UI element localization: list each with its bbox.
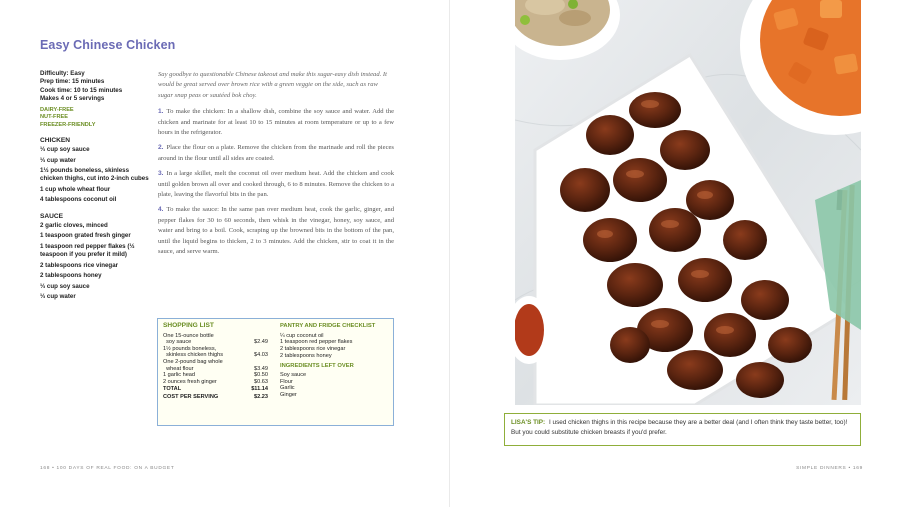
ingredient-item: ⅓ cup water [40, 293, 76, 301]
leftover-item: Garlic [280, 385, 295, 392]
recipe-instructions [158, 70, 394, 263]
step-number: 1. [158, 108, 164, 116]
left-page [0, 0, 450, 507]
ingredient-item: 1 teaspoon grated fresh ginger [40, 232, 131, 240]
leftover-heading: INGREDIENTS LEFT OVER [280, 363, 354, 370]
ingredients-heading-chicken: CHICKEN [40, 136, 71, 144]
shopping-price: $0.50 [254, 372, 268, 379]
recipe-step [158, 143, 394, 164]
shopping-list [163, 323, 268, 401]
shopping-row [163, 346, 268, 359]
shopping-price: $3.49 [254, 365, 268, 372]
shopping-price: $4.03 [254, 352, 268, 359]
shopping-row [163, 379, 268, 386]
pantry-checklist [280, 323, 390, 398]
recipe-step [158, 107, 394, 138]
leftover-item: Soy sauce [280, 371, 307, 378]
ingredient-item: 1 cup whole wheat flour [40, 185, 111, 193]
shopping-price: $2.49 [254, 339, 268, 346]
per-serving-label: COST PER SERVING [163, 393, 219, 400]
step-number: 2. [158, 144, 164, 152]
ingredient-item: 1 teaspoon red pepper flakes (½ teaspoon if you prefer it mild) [40, 242, 135, 259]
footer-left: 168 • 100 DAYS OF REAL FOOD: ON A BUDGET [40, 466, 175, 471]
diet-tag: FREEZER-FRIENDLY [40, 121, 96, 128]
pantry-item: ¼ cup coconut oil [280, 332, 324, 339]
ingredient-item: ⅓ cup water [40, 156, 76, 164]
step-text: Place the flour on a plate. Remove the chicken from the marinade and roll the pieces around in the flour until all sides are coated. [158, 144, 394, 162]
recipe-step [158, 169, 394, 200]
meta-difficulty: Difficulty: Easy [40, 70, 85, 77]
shopping-item: One 2-pound bag whole wheat flour [163, 358, 223, 372]
total-label: TOTAL [163, 386, 182, 393]
ingredient-item: 4 tablespoons coconut oil [40, 196, 117, 204]
meta-cook-time: Cook time: 10 to 15 minutes [40, 86, 123, 94]
ingredient-item: ⅓ cup soy sauce [40, 146, 90, 154]
shopping-list-heading: SHOPPING LIST [163, 322, 214, 329]
diet-tags [40, 107, 150, 129]
recipe-sidebar [40, 70, 150, 304]
ingredients-heading-sauce: SAUCE [40, 212, 64, 220]
shopping-list-box [157, 318, 394, 426]
ingredient-item: 2 tablespoons honey [40, 272, 102, 280]
pantry-item: 1 teaspoon red pepper flakes [280, 339, 353, 346]
step-text: To make the sauce: In the same pan over medium heat, cook the garlic, ginger, and pepper flakes for 30 to 60 seconds, then whisk in the vinegar, honey, soy sauce, and water and bring to a boil. Cook, scraping up the browned bits in the bottom of the pan, until the liquid begins to thicken, 2 to 3 minutes. Add the chicken, stir to coat it in the sauce, and serve warm. [158, 206, 394, 256]
ingredient-item: 2 tablespoons rice vinegar [40, 261, 119, 269]
tip-label: LISA'S TIP: [511, 419, 546, 426]
recipe-intro: Say goodbye to questionable Chinese takeout and make this sugar-easy dish instead. It would be great served over brown rice with a green veggie on the side, such as raw sugar snap peas or sautéed bok choy. [158, 71, 387, 99]
ingredient-item: ⅓ cup soy sauce [40, 282, 90, 290]
lisas-tip-box [504, 413, 861, 446]
ingredient-item: 2 garlic cloves, minced [40, 221, 108, 229]
leftover-item: Flour [280, 378, 293, 385]
ingredient-item: 1½ pounds boneless, skinless chicken thighs, cut into 2-inch cubes [40, 167, 149, 183]
shopping-row [163, 372, 268, 379]
shopping-row [163, 333, 268, 346]
chinese-chicken-photo [515, 0, 861, 405]
leftover-item: Ginger [280, 391, 297, 398]
step-text: To make the chicken: In a shallow dish, combine the soy sauce and water. Add the chicken and marinate for at least 10 to 15 minutes at room temperature or up to a few hours in the refrigerator. [158, 108, 394, 137]
diet-tag: DAIRY-FREE [40, 107, 74, 114]
shopping-item: 2 ounces fresh ginger [163, 378, 217, 385]
recipe-photo [515, 0, 861, 405]
diet-tag: NUT-FREE [40, 114, 68, 121]
shopping-item: 1 garlic head [163, 372, 196, 379]
step-number: 3. [158, 170, 164, 178]
pantry-item: 2 tablespoons rice vinegar [280, 345, 346, 352]
shopping-item: One 15-ounce bottle soy sauce [163, 332, 214, 346]
cost-per-serving-row [163, 394, 268, 401]
per-serving-value: $2.23 [254, 393, 268, 400]
step-number: 4. [158, 206, 164, 214]
step-text: In a large skillet, melt the coconut oil over medium heat. Add the chicken and cook until golden brown all over and cooked through, 6 to 8 minutes. Remove the chicken to a plate, leaving the flavorful bits in the pan. [158, 170, 394, 199]
pantry-heading: PANTRY AND FRIDGE CHECKLIST [280, 323, 376, 329]
meta-prep-time: Prep time: 15 minutes [40, 78, 105, 86]
total-value: $11.14 [251, 386, 268, 393]
tip-text: I used chicken thighs in this recipe because they are a better deal (and I often think they taste better, too)! But you could substitute chicken breasts if you'd prefer. [511, 419, 848, 436]
pantry-item: 2 tablespoons honey [280, 352, 332, 359]
recipe-step [158, 205, 394, 257]
footer-right: SIMPLE DINNERS • 169 [796, 466, 863, 471]
meta-servings: Makes 4 or 5 servings [40, 94, 105, 102]
shopping-row [163, 359, 268, 372]
shopping-total-row [163, 386, 268, 393]
shopping-item: 1½ pounds boneless, skinless chicken thighs [163, 345, 224, 359]
recipe-title: Easy Chinese Chicken [40, 38, 176, 52]
shopping-price: $0.63 [254, 378, 268, 385]
